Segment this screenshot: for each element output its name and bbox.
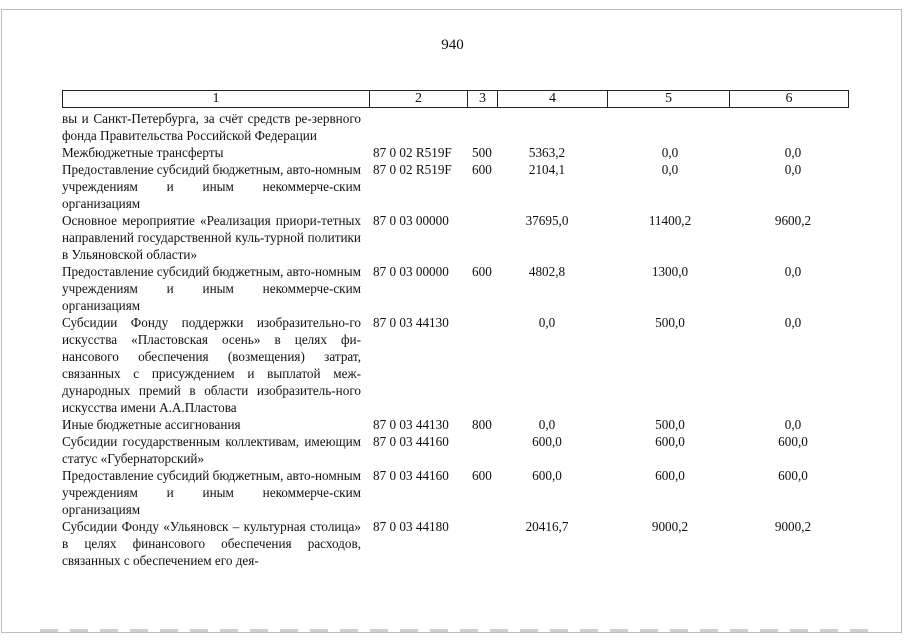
row-col6: 0,0 xyxy=(784,264,802,279)
row-col4: 600,0 xyxy=(532,434,562,449)
header-col-2: 2 xyxy=(370,91,468,107)
row-vr: 800 xyxy=(472,417,492,432)
row-col4: 2104,1 xyxy=(528,162,566,177)
row-vr: 500 xyxy=(472,145,492,160)
row-col4: 5363,2 xyxy=(528,145,566,160)
table-header xyxy=(62,90,849,108)
row-name: Предоставление субсидий бюджетным, авто-номным учреждениям и иным некоммерче-ским организациям xyxy=(62,264,361,313)
row-col6: 9600,2 xyxy=(774,213,812,228)
row-col6: 600,0 xyxy=(778,434,808,449)
table-row xyxy=(62,416,862,433)
row-name: вы и Санкт-Петербурга, за счёт средств ре-зервного фонда Правительства Российской Федерации xyxy=(62,111,361,143)
header-col-4: 4 xyxy=(498,91,608,107)
row-col6: 600,0 xyxy=(778,468,808,483)
table-row xyxy=(62,433,862,467)
row-col4: 37695,0 xyxy=(525,213,569,228)
row-col4: 4802,8 xyxy=(528,264,566,279)
row-code: 87 0 03 44160 xyxy=(373,434,449,449)
row-name: Субсидии государственным коллективам, имеющим статус «Губернаторский» xyxy=(62,434,361,466)
row-col4: 600,0 xyxy=(532,468,562,483)
row-code: 87 0 03 00000 xyxy=(373,213,449,228)
row-col4: 0,0 xyxy=(538,417,556,432)
header-col-3: 3 xyxy=(468,91,498,107)
row-name: Предоставление субсидий бюджетным, авто-номным учреждениям и иным некоммерче-ским организациям xyxy=(62,468,361,517)
row-name: Межбюджетные трансферты xyxy=(62,145,224,160)
table-row xyxy=(62,467,862,518)
row-col6: 0,0 xyxy=(784,162,802,177)
row-col4: 0,0 xyxy=(538,315,556,330)
table-body xyxy=(62,110,862,569)
table-row xyxy=(62,263,862,314)
row-code: 87 0 02 R519F xyxy=(373,145,452,160)
row-col6: 0,0 xyxy=(784,145,802,160)
row-name: Основное мероприятие «Реализация приори-тетных направлений государственной куль-турной политики в Ульяновской области» xyxy=(62,213,361,262)
row-code: 87 0 02 R519F xyxy=(373,162,452,177)
row-name: Субсидии Фонду «Ульяновск – культурная столица» в целях финансового обеспечения расходов, связанных с обеспечением его дея- xyxy=(62,519,361,568)
row-vr: 600 xyxy=(472,162,492,177)
row-col5: 500,0 xyxy=(655,315,685,330)
header-col-1: 1 xyxy=(63,91,370,107)
header-col-6: 6 xyxy=(785,91,793,106)
row-col5: 1300,0 xyxy=(651,264,689,279)
row-col5: 600,0 xyxy=(655,434,685,449)
table-row xyxy=(62,161,862,212)
row-name: Субсидии Фонду поддержки изобразительно-го искусства «Пластовская осень» в целях фи-нансового обеспечения (возмещения) затрат, связанных с присуждением и выплатой меж-дународных премий в области изобразитель-ного искусства имени А.А.Пластова xyxy=(62,315,361,415)
row-code: 87 0 03 44160 xyxy=(373,468,449,483)
row-col5: 500,0 xyxy=(655,417,685,432)
row-code: 87 0 03 44180 xyxy=(373,519,449,534)
row-name: Иные бюджетные ассигнования xyxy=(62,417,241,432)
row-col5: 0,0 xyxy=(661,162,679,177)
row-vr: 600 xyxy=(472,468,492,483)
row-col5: 9000,2 xyxy=(651,519,689,534)
table-row xyxy=(62,212,862,263)
row-name: Предоставление субсидий бюджетным, авто-номным учреждениям и иным некоммерче-ским организациям xyxy=(62,162,361,211)
row-vr: 600 xyxy=(472,264,492,279)
page-number: 940 xyxy=(441,37,464,53)
row-col5: 0,0 xyxy=(661,145,679,160)
table-row xyxy=(62,144,862,161)
row-col4: 20416,7 xyxy=(525,519,569,534)
row-col5: 11400,2 xyxy=(648,213,692,228)
row-code: 87 0 03 44130 xyxy=(373,417,449,432)
header-col-5: 5 xyxy=(608,91,730,107)
row-col6: 0,0 xyxy=(784,417,802,432)
row-code: 87 0 03 00000 xyxy=(373,264,449,279)
scan-artifact xyxy=(40,629,880,632)
row-col6: 9000,2 xyxy=(774,519,812,534)
row-col5: 600,0 xyxy=(655,468,685,483)
table-row xyxy=(62,110,862,144)
table-row xyxy=(62,314,862,416)
table-row xyxy=(62,518,862,569)
row-col6: 0,0 xyxy=(784,315,802,330)
row-code: 87 0 03 44130 xyxy=(373,315,449,330)
